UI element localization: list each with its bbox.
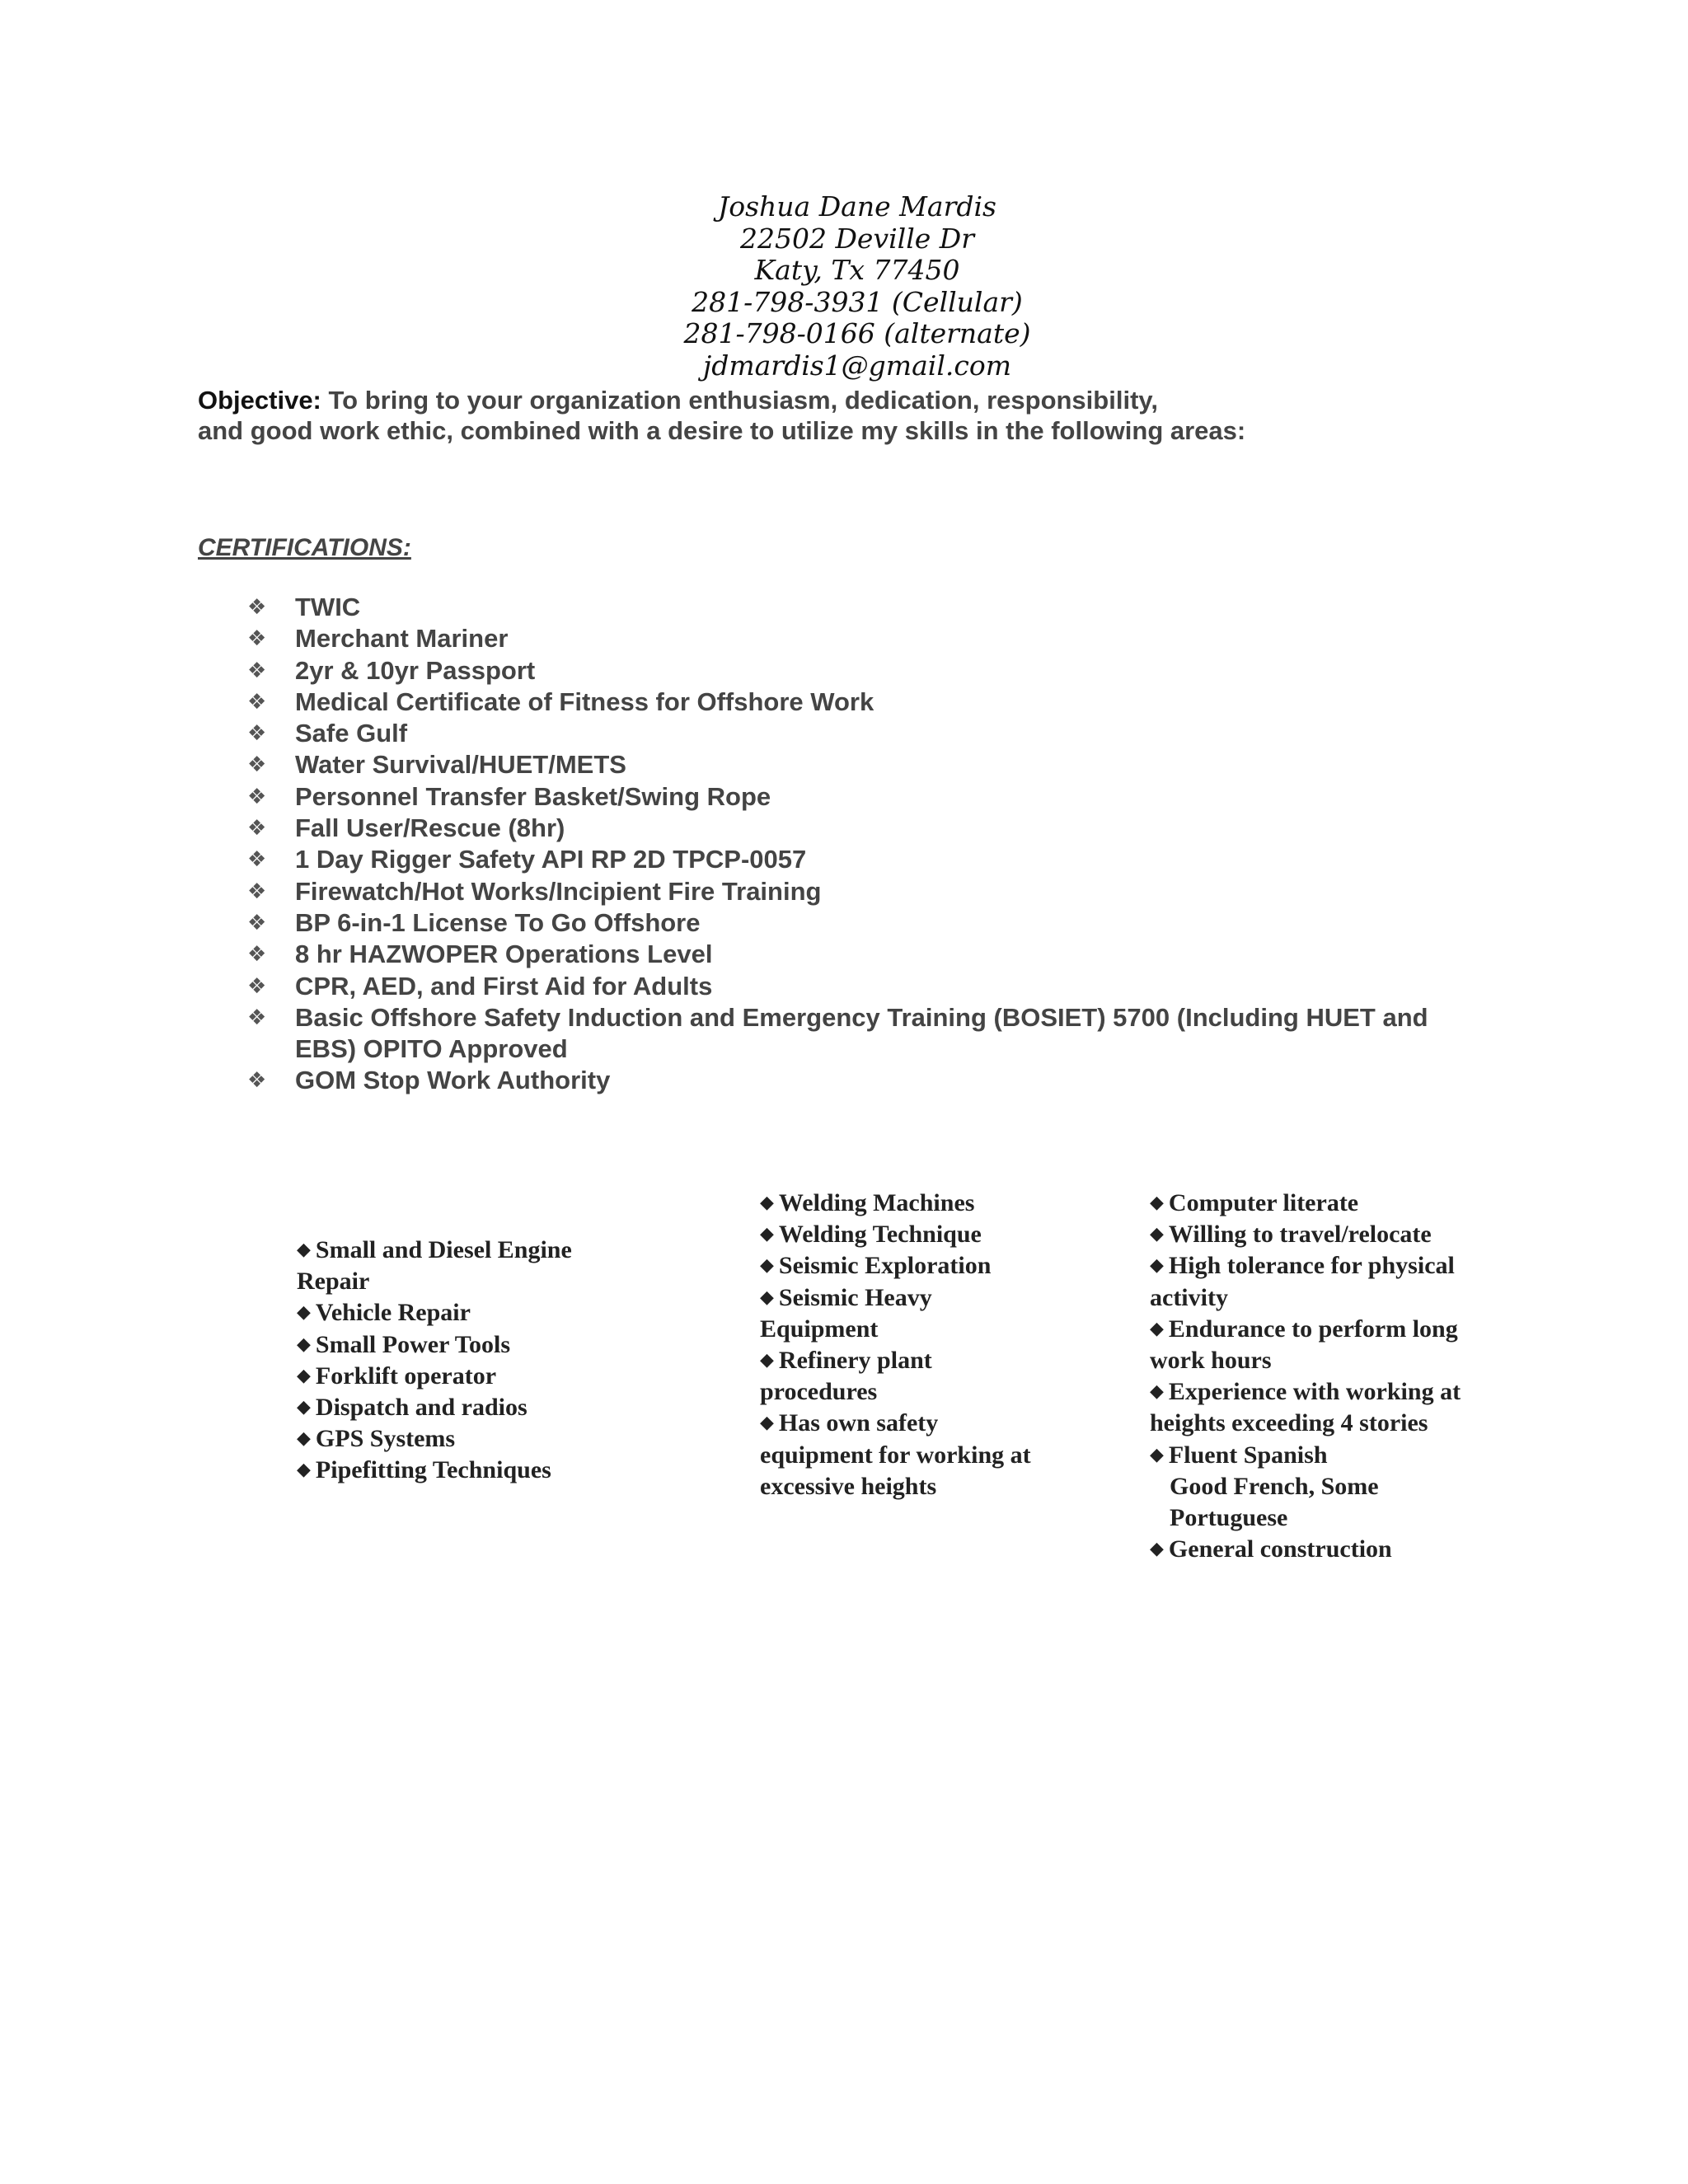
diamond-bullet-icon: ❖ [247,784,267,809]
diamond-bullet-icon: ◆ [1150,1224,1164,1245]
language-text: Good French, Some Portuguese [1170,1472,1379,1532]
diamond-bullet-icon: ❖ [247,910,267,935]
applicant-name: Joshua Dane Mardis [718,190,996,223]
skill-text: Has own safety equipment for working at excessive heights [760,1409,1031,1500]
certification-text: BP 6-in-1 License To Go Offshore [295,907,701,937]
diamond-bullet-icon: ❖ [247,879,267,904]
skill-text: Dispatch and radios [315,1394,528,1422]
city-state-zip: Katy, Tx 77450 [754,254,960,286]
list-item [247,1065,1484,1096]
list-item [247,749,1484,780]
certifications-list [247,592,1484,1097]
list-item [247,971,1484,1002]
list-item [760,1345,1032,1408]
objective-label: Objective: [198,386,321,415]
diamond-bullet-icon: ◆ [760,1286,774,1308]
skills-column-3 [1150,1188,1479,1565]
certification-text: 2yr & 10yr Passport [295,655,536,685]
certification-text: Safe Gulf [295,719,408,748]
skill-text: High tolerance for physical activity [1150,1252,1455,1311]
skill-text: Vehicle Repair [315,1299,471,1327]
diamond-bullet-icon: ❖ [247,658,267,683]
list-item-plain [1150,1471,1479,1534]
list-item [297,1235,626,1297]
skills-column-1 [297,1235,626,1487]
phone-cellular: 281-798-3931 (Cellular) [692,285,1023,318]
skill-text: Small Power Tools [315,1330,511,1358]
diamond-bullet-icon: ❖ [247,942,267,968]
diamond-bullet-icon: ◆ [297,1397,311,1418]
diamond-bullet-icon: ◆ [760,1255,774,1277]
diamond-bullet-icon: ◆ [760,1350,774,1371]
objective-text-1: To bring to your organization enthusiasm, dedication, responsibility, [328,386,1158,415]
certification-text: GOM Stop Work Authority [295,1066,611,1095]
certification-text: 8 hr HAZWOPER Operations Level [295,940,713,969]
list-item [247,781,1484,813]
list-item [1150,1219,1479,1250]
diamond-bullet-icon: ◆ [760,1193,774,1213]
diamond-bullet-icon: ◆ [297,1460,311,1481]
list-item [297,1392,626,1423]
list-item [247,813,1484,844]
diamond-bullet-icon: ◆ [1150,1381,1164,1403]
list-item [1150,1440,1479,1471]
diamond-bullet-icon: ❖ [247,626,267,652]
skill-text: Willing to travel/relocate [1168,1221,1432,1249]
certification-text: Fall User/Rescue (8hr) [295,813,565,843]
skill-text: Fluent Spanish [1168,1441,1328,1469]
diamond-bullet-icon: ◆ [760,1413,774,1434]
certification-text: Medical Certificate of Fitness for Offshore Work [295,687,874,716]
diamond-bullet-icon: ❖ [247,847,267,873]
objective-section [198,385,1533,446]
diamond-bullet-icon: ◆ [297,1333,311,1355]
list-item [247,876,1484,907]
list-item [297,1329,626,1361]
diamond-bullet-icon: ◆ [297,1302,311,1324]
skill-text: Small and Diesel Engine Repair [297,1236,572,1296]
diamond-bullet-icon: ◆ [760,1224,774,1245]
list-item [760,1219,1032,1250]
diamond-bullet-icon: ◆ [297,1428,311,1450]
list-item [760,1408,1032,1502]
contact-header [0,191,1688,382]
skills-column-2 [760,1188,1032,1502]
skill-text: Welding Technique [778,1221,982,1249]
list-item [247,939,1484,970]
phone-alternate: 281-798-0166 (alternate) [683,317,1031,349]
certification-text: Water Survival/HUET/METS [295,750,626,780]
diamond-bullet-icon: ◆ [1150,1444,1164,1465]
list-item [1150,1314,1479,1376]
list-item [247,687,1484,718]
email-address: jdmardis1@gmail.com [702,349,1012,382]
street-address: 22502 Deville Dr [739,222,974,255]
skill-text: General construction [1168,1535,1392,1563]
diamond-bullet-icon: ❖ [247,816,267,841]
diamond-bullet-icon: ◆ [1150,1539,1164,1560]
diamond-bullet-icon: ❖ [247,752,267,778]
skill-text: Endurance to perform long work hours [1150,1315,1458,1375]
list-item [247,623,1484,654]
certification-text: Personnel Transfer Basket/Swing Rope [295,781,771,811]
list-item [760,1250,1032,1282]
skill-text: Computer literate [1168,1189,1359,1216]
diamond-bullet-icon: ❖ [247,1005,267,1030]
list-item [247,592,1484,623]
skill-text: GPS Systems [315,1425,456,1453]
skill-text: Seismic Exploration [778,1252,992,1280]
list-item [247,718,1484,749]
list-item [297,1361,626,1392]
certification-text: Firewatch/Hot Works/Incipient Fire Training [295,876,822,906]
certification-text: TWIC [295,593,361,621]
diamond-bullet-icon: ◆ [1150,1255,1164,1277]
list-item [247,1002,1484,1066]
objective-line-1 [198,385,1533,415]
skill-text: Seismic Heavy Equipment [760,1283,932,1343]
diamond-bullet-icon: ❖ [247,595,267,620]
list-item [1150,1534,1479,1565]
certification-text: Basic Offshore Safety Induction and Emergency Training (BOSIET) 5700 (Including HUET and EBS) OPITO Approved [295,1002,1428,1064]
certification-text: Merchant Mariner [295,624,509,654]
diamond-bullet-icon: ◆ [1150,1318,1164,1339]
diamond-bullet-icon: ◆ [1150,1193,1164,1213]
certification-text: CPR, AED, and First Aid for Adults [295,971,713,1001]
list-item [247,907,1484,939]
diamond-bullet-icon: ◆ [297,1240,311,1260]
list-item [1150,1188,1479,1219]
diamond-bullet-icon: ❖ [247,1068,267,1094]
list-item [1150,1376,1479,1439]
skill-text: Pipefitting Techniques [315,1456,551,1484]
list-item [1150,1250,1479,1313]
diamond-bullet-icon: ❖ [247,973,267,999]
list-item [760,1282,1032,1345]
objective-text-2: and good work ethic, combined with a desire to utilize my skills in the following areas: [198,416,1246,445]
certification-text: 1 Day Rigger Safety API RP 2D TPCP-0057 [295,845,807,874]
skill-text: Experience with working at heights exceeding 4 stories [1150,1378,1461,1437]
skill-text: Forklift operator [315,1361,497,1390]
list-item [297,1455,626,1486]
list-item [760,1188,1032,1219]
diamond-bullet-icon: ❖ [247,689,267,715]
skill-text: Refinery plant procedures [760,1347,932,1406]
diamond-bullet-icon: ◆ [297,1365,311,1386]
certifications-heading: CERTIFICATIONS: [198,534,411,561]
list-item [297,1297,626,1329]
diamond-bullet-icon: ❖ [247,721,267,747]
list-item [297,1423,626,1455]
skill-text: Welding Machines [778,1189,975,1216]
list-item [247,655,1484,687]
list-item [247,844,1484,875]
